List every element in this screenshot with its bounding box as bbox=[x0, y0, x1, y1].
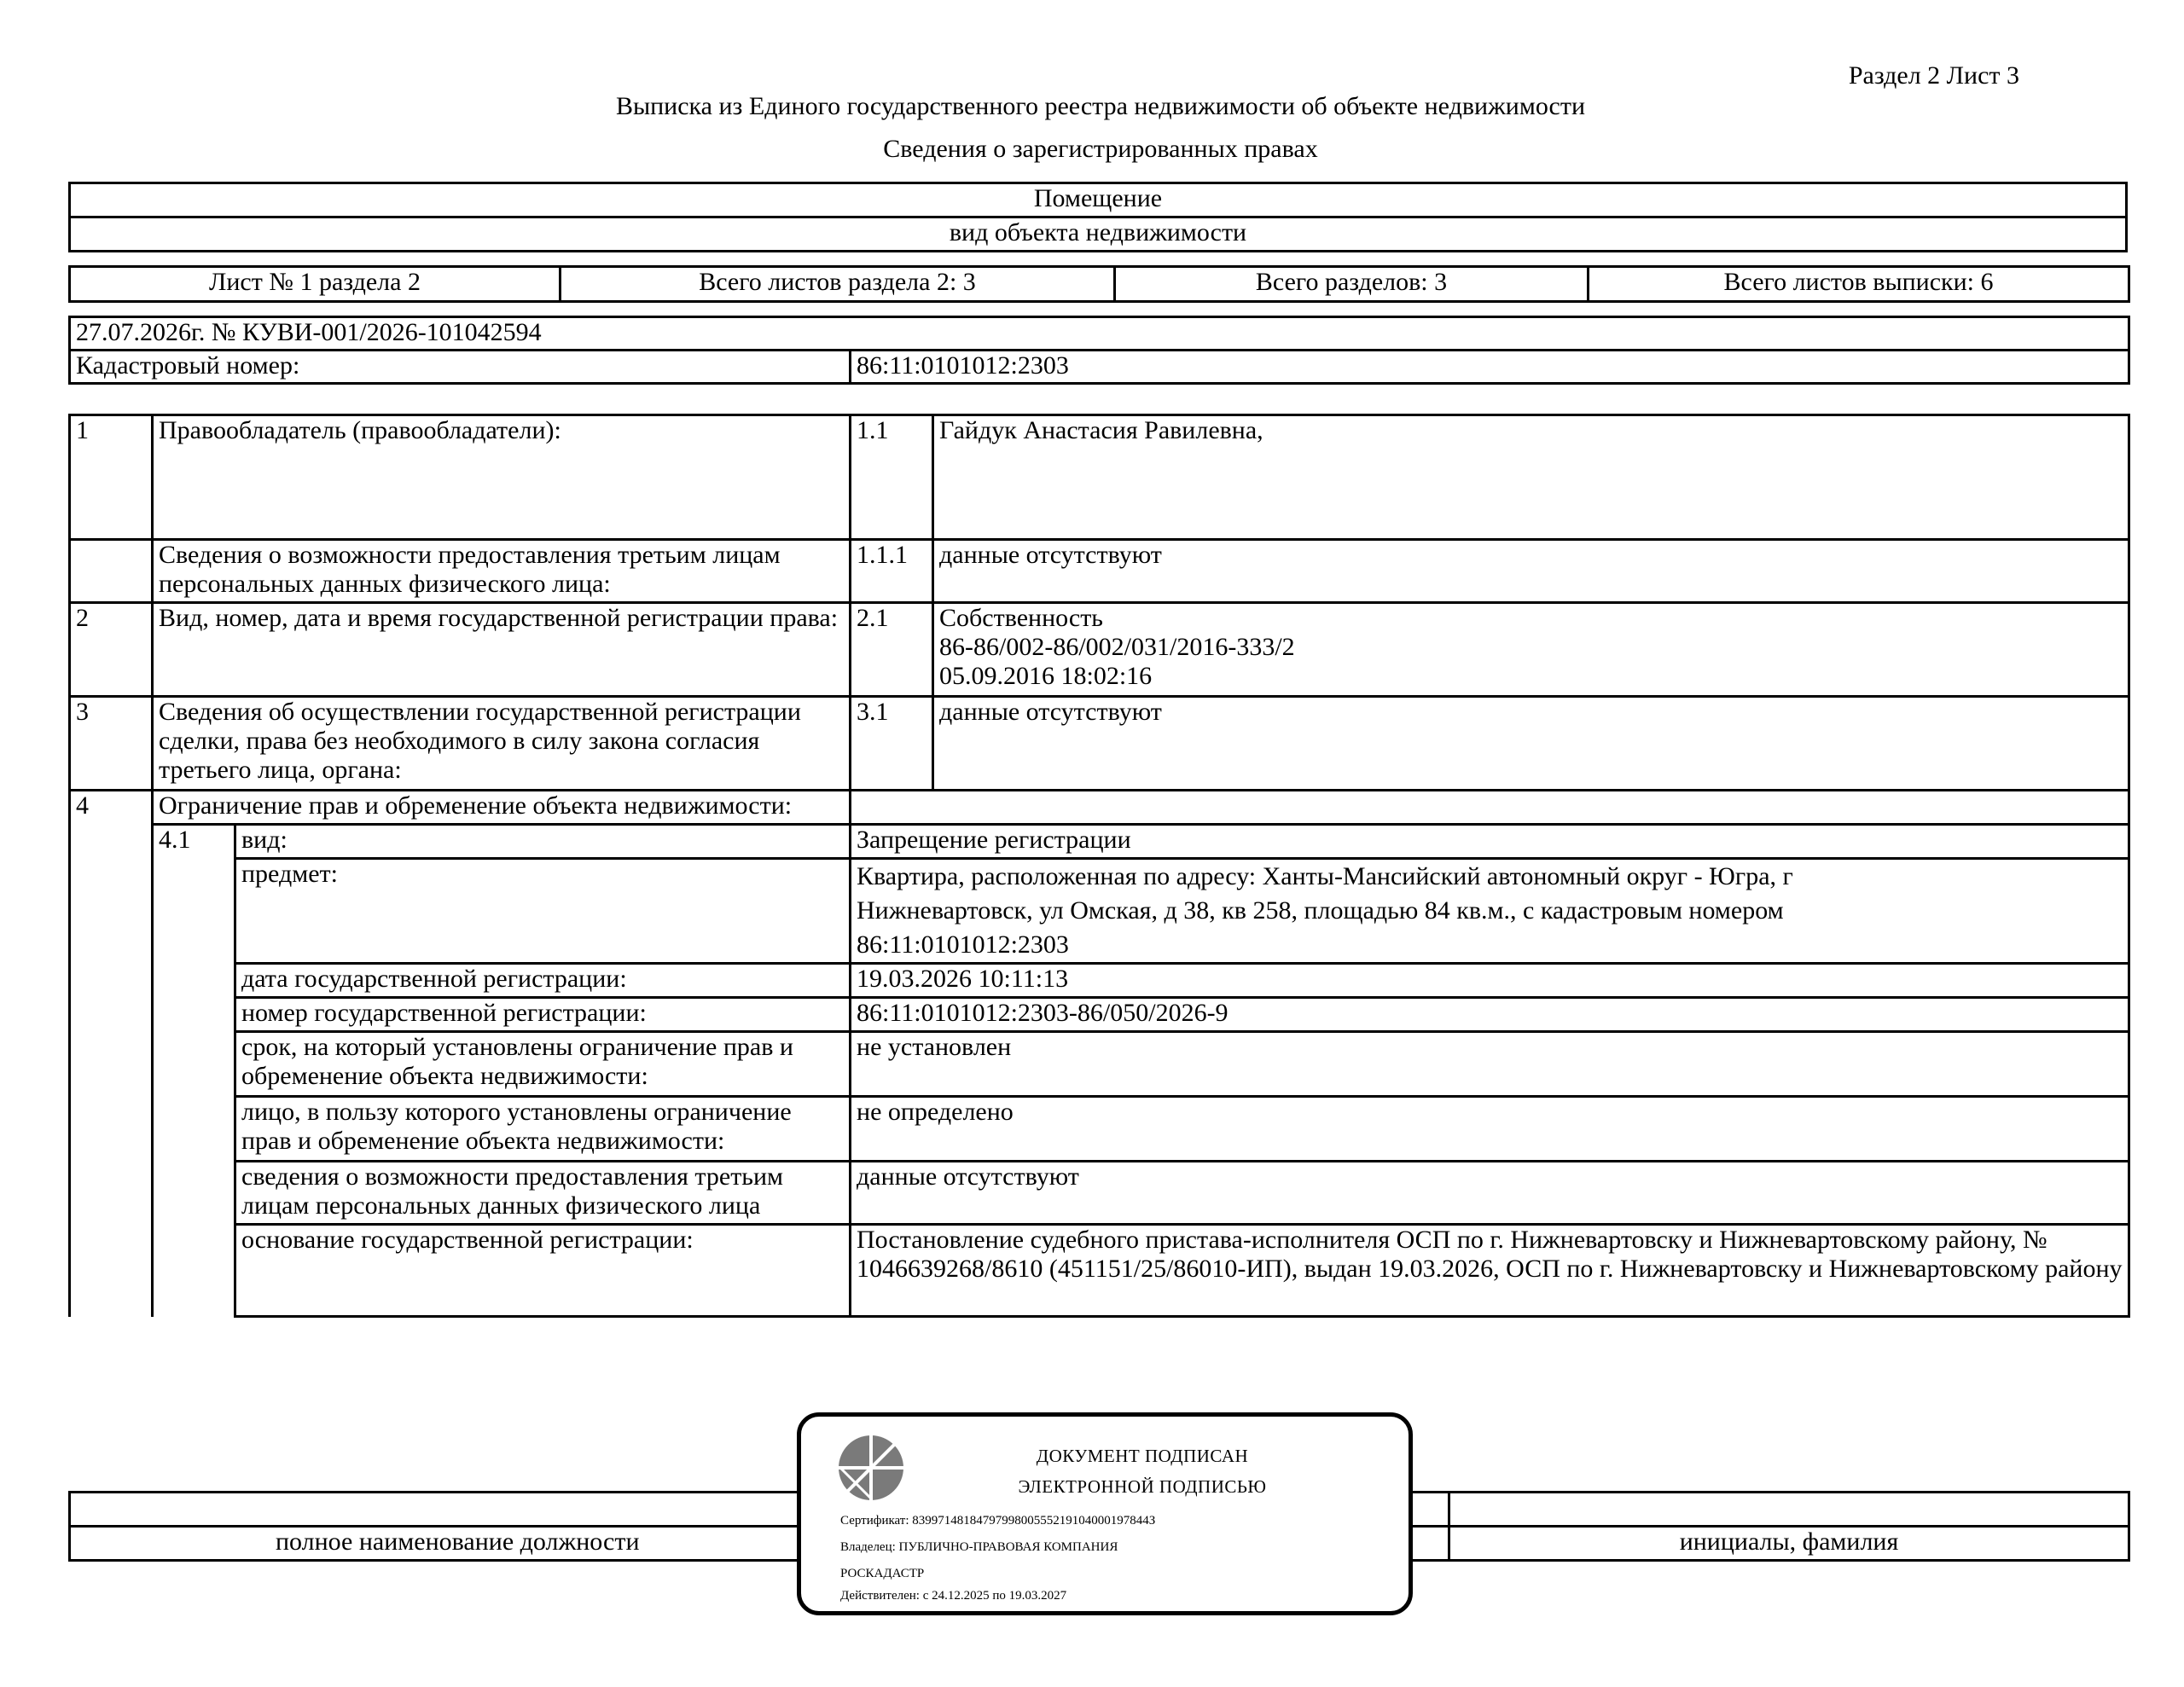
encumbrance-term-value: не установлен bbox=[851, 1032, 2129, 1097]
encumbrance-pd-label: сведения о возможности предоставления третьим лицам персональных данных физического лица bbox=[235, 1162, 851, 1225]
row-1-1-1-number: 1.1.1 bbox=[851, 540, 933, 603]
encumbrance-person-value: не определено bbox=[851, 1097, 2129, 1162]
encumbrance-subject-value bbox=[851, 859, 2129, 964]
sheets-table bbox=[68, 265, 2130, 303]
name-label: инициалы, фамилия bbox=[1449, 1527, 2129, 1561]
encumbrance-basis-value: Постановление судебного пристава-исполнителя ОСП по г. Нижневартовску и Нижневартовскому району, № 1046639268/8610 (451151/25/86010-ИП), выдан 19.03.2026, ОСП по г. Нижневартовску и Нижневартовскому району bbox=[851, 1225, 2129, 1317]
stamp-line-1: ДОКУМЕНТ ПОДПИСАН bbox=[1036, 1446, 1249, 1466]
e-signature-stamp bbox=[797, 1412, 1413, 1615]
encumbrance-date-label: дата государственной регистрации: bbox=[235, 964, 851, 998]
sheet-number: Лист № 1 раздела 2 bbox=[70, 267, 561, 302]
row-4-value-blank bbox=[851, 791, 2129, 825]
encumbrance-number-value: 86:11:0101012:2303-86/050/2026-9 bbox=[851, 998, 2129, 1032]
encumbrance-date-value: 19.03.2026 10:11:13 bbox=[851, 964, 2129, 998]
position-label: полное наименование должности bbox=[70, 1527, 1449, 1561]
cadastral-value: 86:11:0101012:2303 bbox=[851, 351, 2129, 384]
section-sheet-label: Раздел 2 Лист 3 bbox=[1848, 61, 2019, 90]
encumbrance-subject-label: предмет: bbox=[235, 859, 851, 964]
row-1-number: 1 bbox=[70, 415, 153, 540]
subject-line-3: 86:11:0101012:2303 bbox=[857, 930, 1069, 959]
row-2-number: 2 bbox=[70, 603, 153, 697]
object-kind-table bbox=[68, 182, 2128, 252]
right-reg-number: 86-86/002-86/002/031/2016-333/2 bbox=[939, 633, 1295, 661]
rightholder-name: Гайдук Анастасия Равилевна, bbox=[933, 415, 2129, 540]
object-kind-label: вид объекта недвижимости bbox=[70, 217, 2127, 252]
stamp-certificate: Сертификат: 8399714818479799800555219104000197844З bbox=[840, 1514, 1156, 1528]
encumbrance-basis-label: основание государственной регистрации: bbox=[235, 1225, 851, 1317]
stamp-line-2: ЭЛЕКТРОННОЙ ПОДПИСЬЮ bbox=[1018, 1476, 1267, 1497]
name-blank bbox=[1449, 1493, 2129, 1527]
row-4-label: Ограничение прав и обременение объекта недвижимости: bbox=[153, 791, 851, 825]
encumbrance-kind-value: Запрещение регистрации bbox=[851, 825, 2129, 859]
row-4-number: 4 bbox=[70, 791, 153, 1317]
row-3-label: Сведения об осуществлении государственной регистрации сделки, права без необходимого в силу закона согласия третьего лица, органа: bbox=[153, 697, 851, 791]
row-2-label: Вид, номер, дата и время государственной регистрации права: bbox=[153, 603, 851, 697]
row-4-1-number: 4.1 bbox=[153, 825, 235, 1317]
encumbrance-kind-label: вид: bbox=[235, 825, 851, 859]
row-3-value: данные отсутствуют bbox=[933, 697, 2129, 791]
row-3-1-number: 3.1 bbox=[851, 697, 933, 791]
right-type: Собственность bbox=[939, 604, 1103, 632]
extract-date-number: 27.07.2026г. № КУВИ-001/2026-101042594 bbox=[70, 317, 2129, 351]
row-1-1-number: 1.1 bbox=[851, 415, 933, 540]
row-1-1-1-value: данные отсутствуют bbox=[933, 540, 2129, 603]
total-section-sheets: Всего листов раздела 2: 3 bbox=[561, 267, 1115, 302]
right-reg-datetime: 05.09.2016 18:02:16 bbox=[939, 662, 1153, 690]
cadastral-label: Кадастровый номер: bbox=[70, 351, 851, 384]
row-1-1-1-blank bbox=[70, 540, 153, 603]
encumbrance-number-label: номер государственной регистрации: bbox=[235, 998, 851, 1032]
row-3-number: 3 bbox=[70, 697, 153, 791]
subject-line-2: Нижневартовск, ул Омская, д 38, кв 258, площадью 84 кв.м., с кадастровым номером bbox=[857, 896, 1784, 925]
row-1-label: Правообладатель (правообладатели): bbox=[153, 415, 851, 540]
encumbrance-pd-value: данные отсутствуют bbox=[851, 1162, 2129, 1225]
total-sections: Всего разделов: 3 bbox=[1115, 267, 1589, 302]
stamp-owner-1: Владелец: ПУБЛИЧНО-ПРАВОВАЯ КОМПАНИЯ bbox=[840, 1540, 1118, 1554]
stamp-validity: Действителен: с 24.12.2025 по 19.03.2027 bbox=[840, 1589, 1067, 1603]
row-2-value bbox=[933, 603, 2129, 697]
stamp-owner-2: РОСКАДАСТР bbox=[840, 1567, 925, 1580]
encumbrance-term-label: срок, на который установлены ограничение прав и обременение объекта недвижимости: bbox=[235, 1032, 851, 1097]
rights-table bbox=[68, 414, 2130, 1318]
subject-line-1: Квартира, расположенная по адресу: Ханты-Мансийский автономный округ - Югра, г bbox=[857, 862, 1793, 890]
object-name: Помещение bbox=[70, 183, 2127, 217]
document-title: Выписка из Единого государственного реестра недвижимости об объекте недвижимости bbox=[615, 92, 1586, 120]
encumbrance-person-label: лицо, в пользу которого установлены ограничение прав и обременение объекта недвижимости: bbox=[235, 1097, 851, 1162]
document-subtitle: Сведения о зарегистрированных правах bbox=[883, 135, 1318, 163]
rosreestr-logo-icon bbox=[837, 1434, 905, 1502]
row-2-1-number: 2.1 bbox=[851, 603, 933, 697]
row-1-1-1-label: Сведения о возможности предоставления третьим лицам персональных данных физического лица: bbox=[153, 540, 851, 603]
cadastral-table bbox=[68, 316, 2130, 385]
total-extract-sheets: Всего листов выписки: 6 bbox=[1589, 267, 2129, 302]
